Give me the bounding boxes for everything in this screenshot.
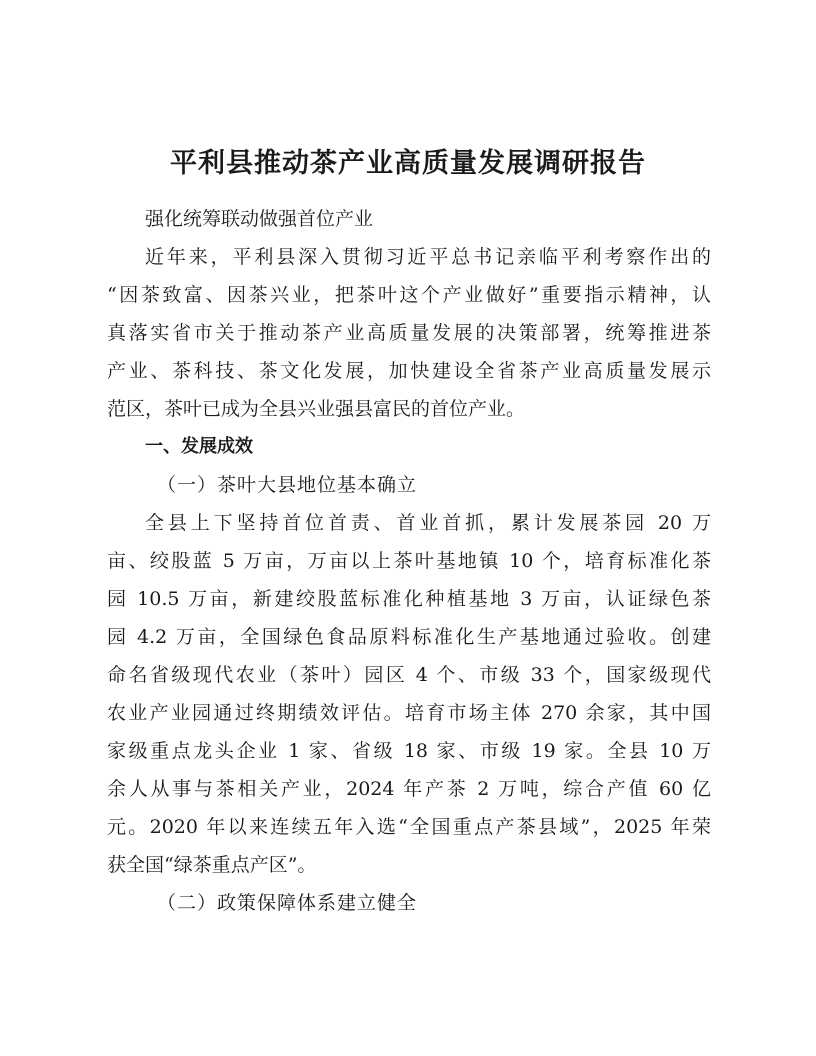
paragraph-line: 家级重点龙头企业 1 家、省级 18 家、市级 19 家。全县 10 万 <box>107 740 711 762</box>
paragraph-line: 产业、茶科技、茶文化发展，加快建设全省茶产业高质量发展示 <box>107 360 711 382</box>
paragraph-line: 获全国“绿茶重点产区”。 <box>107 854 317 876</box>
paragraph-line: 园 10.5 万亩，新建绞股蓝标准化种植基地 3 万亩，认证绿色茶 <box>107 588 711 610</box>
paragraph-line: 全县上下坚持首位首责、首业首抓，累计发展茶园 20 万 <box>145 512 711 534</box>
paragraph-line: 命名省级现代农业（茶叶）园区 4 个、市级 33 个，国家级现代 <box>107 664 711 686</box>
document-title: 平利县推动茶产业高质量发展调研报告 <box>170 148 646 179</box>
paragraph-line: 元。2020 年以来连续五年入选“全国重点产茶县域”，2025 年荣 <box>107 816 711 838</box>
paragraph-line: 园 4.2 万亩，全国绿色食品原料标准化生产基地通过验收。创建 <box>107 626 711 648</box>
paragraph-line: 亩、绞股蓝 5 万亩，万亩以上茶叶基地镇 10 个，培育标准化茶 <box>107 550 711 572</box>
intro-paragraph <box>107 238 711 428</box>
paragraph-line: 范区，茶叶已成为全县兴业强县富民的首位产业。 <box>107 398 526 420</box>
paragraph-line: 近年来，平利县深入贯彻习近平总书记亲临平利考察作出的 <box>145 246 711 268</box>
section-heading: 一、发展成效 <box>145 436 253 457</box>
paragraph-line: 农业产业园通过终期绩效评估。培育市场主体 270 余家，其中国 <box>107 702 711 724</box>
subsection-heading: （一）茶叶大县地位基本确立 <box>157 474 418 496</box>
paragraph-line: 余人从事与茶相关产业，2024 年产茶 2 万吨，综合产值 60 亿 <box>107 778 711 800</box>
paragraph-line: “因茶致富、因茶兴业，把茶叶这个产业做好”重要指示精神，认 <box>107 284 711 306</box>
document-body <box>107 200 711 922</box>
paragraph-line: 真落实省市关于推动茶产业高质量发展的决策部署，统筹推进茶 <box>107 322 711 344</box>
document-subtitle: 强化统筹联动做强首位产业 <box>145 208 374 230</box>
subsection-1-paragraph <box>107 504 711 884</box>
subsection-heading: （二）政策保障体系建立健全 <box>157 892 418 914</box>
